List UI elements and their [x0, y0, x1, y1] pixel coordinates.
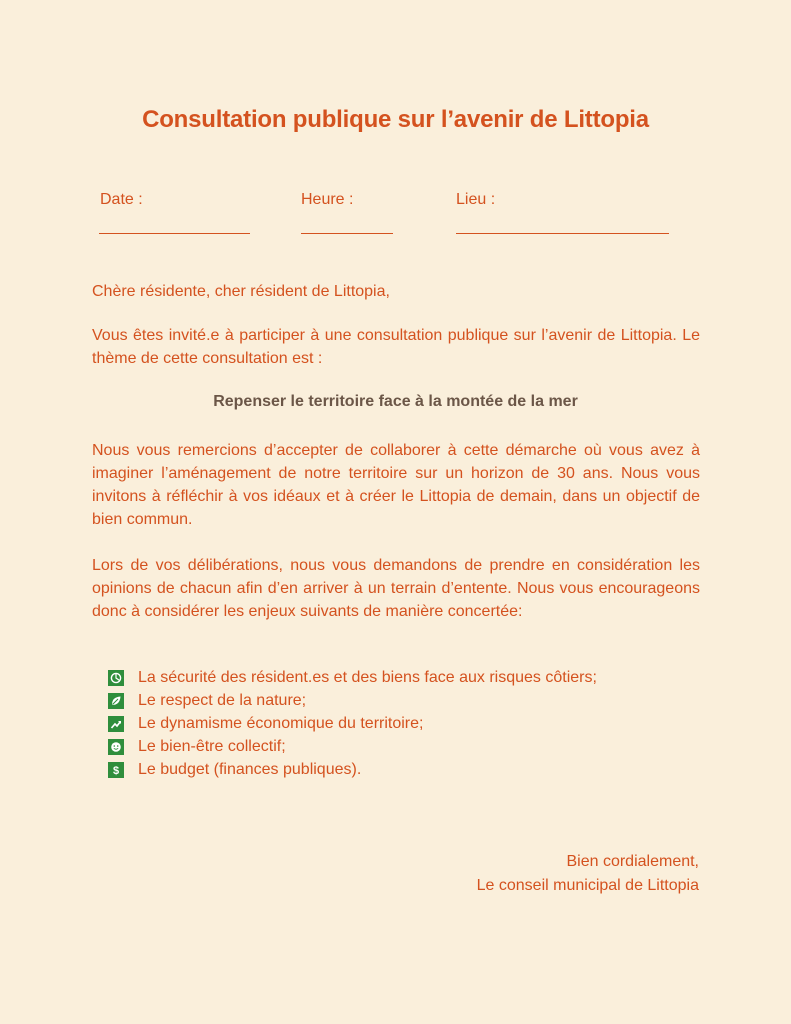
list-item: [108, 712, 597, 735]
leaf-icon: [108, 693, 124, 709]
greeting: Chère résidente, cher résident de Littopia,: [92, 283, 390, 300]
issue-label: Le bien-être collectif;: [138, 737, 286, 755]
date-label: Date :: [100, 191, 143, 208]
issue-label: La sécurité des résident.es et des biens face aux risques côtiers;: [138, 668, 597, 686]
safety-icon: [108, 670, 124, 686]
growth-chart-icon: [108, 716, 124, 732]
list-item: [108, 758, 597, 781]
issues-list: [108, 666, 597, 781]
issue-label: Le dynamisme économique du territoire;: [138, 714, 424, 732]
closing-salutation: Bien cordialement,: [566, 853, 699, 870]
page-title: Consultation publique sur l’avenir de Littopia: [142, 106, 649, 133]
issue-label: Le budget (finances publiques).: [138, 760, 362, 778]
consultation-theme: Repenser le territoire face à la montée de la mer: [213, 393, 578, 410]
intro-paragraph: Vous êtes invité.e à participer à une consultation publique sur l’avenir de Littopia. Le thème de cette consultation est :: [92, 327, 700, 367]
time-blank-line: [301, 233, 393, 234]
list-item: [108, 666, 597, 689]
closing-block: [477, 850, 699, 898]
list-item: [108, 735, 597, 758]
list-item: [108, 689, 597, 712]
thanks-paragraph: Nous vous remercions d’accepter de collaborer à cette démarche où vous avez à imaginer l’aménagement de notre territoire sur un horizon de 30 ans. Nous vous invitons à réfléchir à vos idéaux et à créer le Littopia de demain, dans un objectif de bien commun.: [92, 442, 700, 528]
issue-label: Le respect de la nature;: [138, 691, 307, 709]
time-label: Heure :: [301, 191, 354, 208]
place-label: Lieu :: [456, 191, 496, 208]
deliberation-paragraph: Lors de vos délibérations, nous vous demandons de prendre en considération les opinions de chacun afin d’en arriver à un terrain d’entente. Nous vous encourageons donc à considérer les enjeux suivants de manière concertée:: [92, 557, 700, 620]
wellbeing-icon: [108, 739, 124, 755]
svg-text:$: $: [112, 764, 120, 776]
closing-signature: Le conseil municipal de Littopia: [476, 877, 699, 894]
date-blank-line: [99, 233, 250, 234]
dollar-icon: [108, 762, 124, 778]
place-blank-line: [456, 233, 669, 234]
